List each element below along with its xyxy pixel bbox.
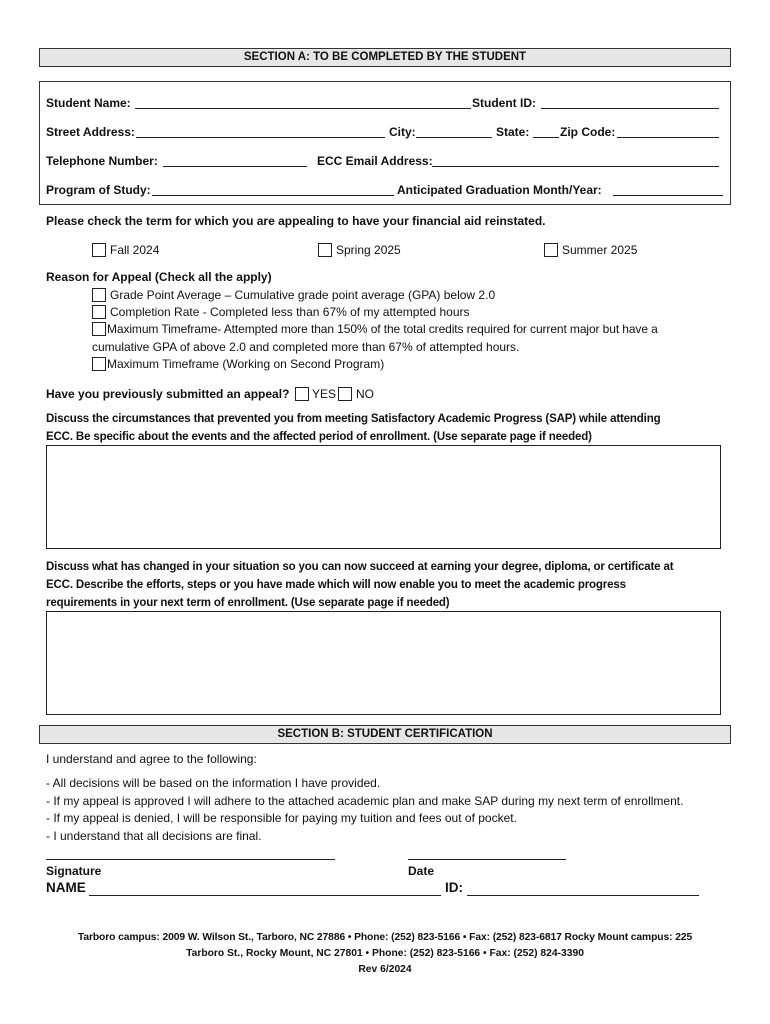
id-label: ID:	[445, 880, 463, 895]
discuss2-line2: ECC. Describe the efforts, steps or you have made which will now enable you to meet the academic progress	[46, 579, 626, 591]
timeframe-label-line1: Maximum Timeframe- Attempted more than 150% of the total credits required for current major but have a	[107, 322, 658, 336]
no-label: NO	[356, 387, 374, 401]
footer-revision: Rev 6/2024	[358, 964, 412, 975]
yes-checkbox[interactable]	[295, 387, 309, 401]
completion-label: Completion Rate - Completed less than 67% of my attempted hours	[110, 305, 470, 319]
student-name-label: Student Name:	[46, 96, 131, 110]
changes-textarea[interactable]	[46, 611, 721, 715]
street-address-field[interactable]	[136, 137, 385, 138]
previous-appeal-label: Have you previously submitted an appeal?	[46, 387, 290, 401]
completion-checkbox[interactable]	[92, 305, 106, 319]
city-field[interactable]	[416, 137, 492, 138]
graduation-label: Anticipated Graduation Month/Year:	[397, 183, 602, 197]
second-program-checkbox[interactable]	[92, 357, 106, 371]
name-label: NAME	[46, 880, 86, 895]
term-prompt: Please check the term for which you are appealing to have your financial aid reinstated.	[46, 214, 546, 228]
name-field[interactable]	[89, 895, 441, 896]
certification-intro: I understand and agree to the following:	[46, 752, 257, 766]
certification-item: - If my appeal is approved I will adhere to the attached academic plan and make SAP during my next term of enrollment.	[46, 794, 684, 808]
telephone-label: Telephone Number:	[46, 154, 158, 168]
gpa-label: Grade Point Average – Cumulative grade point average (GPA) below 2.0	[110, 288, 496, 302]
date-label: Date	[408, 864, 435, 878]
zip-label: Zip Code:	[560, 125, 616, 139]
timeframe-checkbox[interactable]	[92, 322, 106, 336]
student-name-field[interactable]	[135, 108, 471, 109]
gpa-checkbox[interactable]	[92, 288, 106, 302]
footer-address-line2: Tarboro St., Rocky Mount, NC 27801 • Phone: (252) 823-5166 • Fax: (252) 824-3390	[186, 948, 584, 959]
fall-2024-checkbox[interactable]	[92, 243, 106, 257]
id-field[interactable]	[467, 895, 699, 896]
circumstances-textarea[interactable]	[46, 445, 721, 549]
certification-item: - All decisions will be based on the information I have provided.	[46, 776, 381, 790]
signature-label: Signature	[46, 864, 102, 878]
fall-2024-label: Fall 2024	[110, 243, 160, 257]
street-address-label: Street Address:	[46, 125, 135, 139]
graduation-field[interactable]	[613, 195, 723, 196]
summer-2025-checkbox[interactable]	[544, 243, 558, 257]
timeframe-label-line2: cumulative GPA of above 2.0 and completed more than 67% of attempted hours.	[92, 340, 520, 354]
state-label: State:	[496, 125, 530, 139]
signature-line[interactable]	[46, 859, 335, 860]
program-field[interactable]	[152, 195, 394, 196]
certification-item: - If my appeal is denied, I will be responsible for paying my tuition and fees out of pocket.	[46, 811, 517, 825]
student-id-label: Student ID:	[472, 96, 536, 110]
discuss1-line1: Discuss the circumstances that prevented you from meeting Satisfactory Academic Progress (SAP) while attending	[46, 413, 661, 425]
state-field[interactable]	[533, 137, 559, 138]
yes-label: YES	[312, 387, 337, 401]
zip-field[interactable]	[617, 137, 719, 138]
second-program-label: Maximum Timeframe (Working on Second Program)	[107, 357, 385, 371]
spring-2025-checkbox[interactable]	[318, 243, 332, 257]
spring-2025-label: Spring 2025	[336, 243, 401, 257]
program-label: Program of Study:	[46, 183, 151, 197]
summer-2025-label: Summer 2025	[562, 243, 638, 257]
email-label: ECC Email Address:	[317, 154, 433, 168]
footer-address-line1: Tarboro campus: 2009 W. Wilson St., Tarboro, NC 27886 • Phone: (252) 823-5166 • Fax: (252) 823-6817 Rocky Mount campus: 225	[77, 932, 693, 943]
section-a-header: SECTION A: TO BE COMPLETED BY THE STUDENT	[39, 48, 731, 67]
certification-item: - I understand that all decisions are final.	[46, 829, 262, 843]
section-b-header: SECTION B: STUDENT CERTIFICATION	[39, 725, 731, 744]
no-checkbox[interactable]	[338, 387, 352, 401]
telephone-field[interactable]	[163, 166, 307, 167]
date-line[interactable]	[408, 859, 566, 860]
email-field[interactable]	[432, 166, 719, 167]
discuss1-line2: ECC. Be specific about the events and the affected period of enrollment. (Use separate page if needed)	[46, 431, 592, 443]
student-id-field[interactable]	[541, 108, 719, 109]
discuss2-line1: Discuss what has changed in your situation so you can now succeed at earning your degree, diploma, or certificate at	[46, 561, 674, 573]
reason-heading: Reason for Appeal (Check all the apply)	[46, 270, 272, 284]
city-label: City:	[389, 125, 416, 139]
discuss2-line3: requirements in your next term of enrollment. (Use separate page if needed)	[46, 597, 450, 609]
